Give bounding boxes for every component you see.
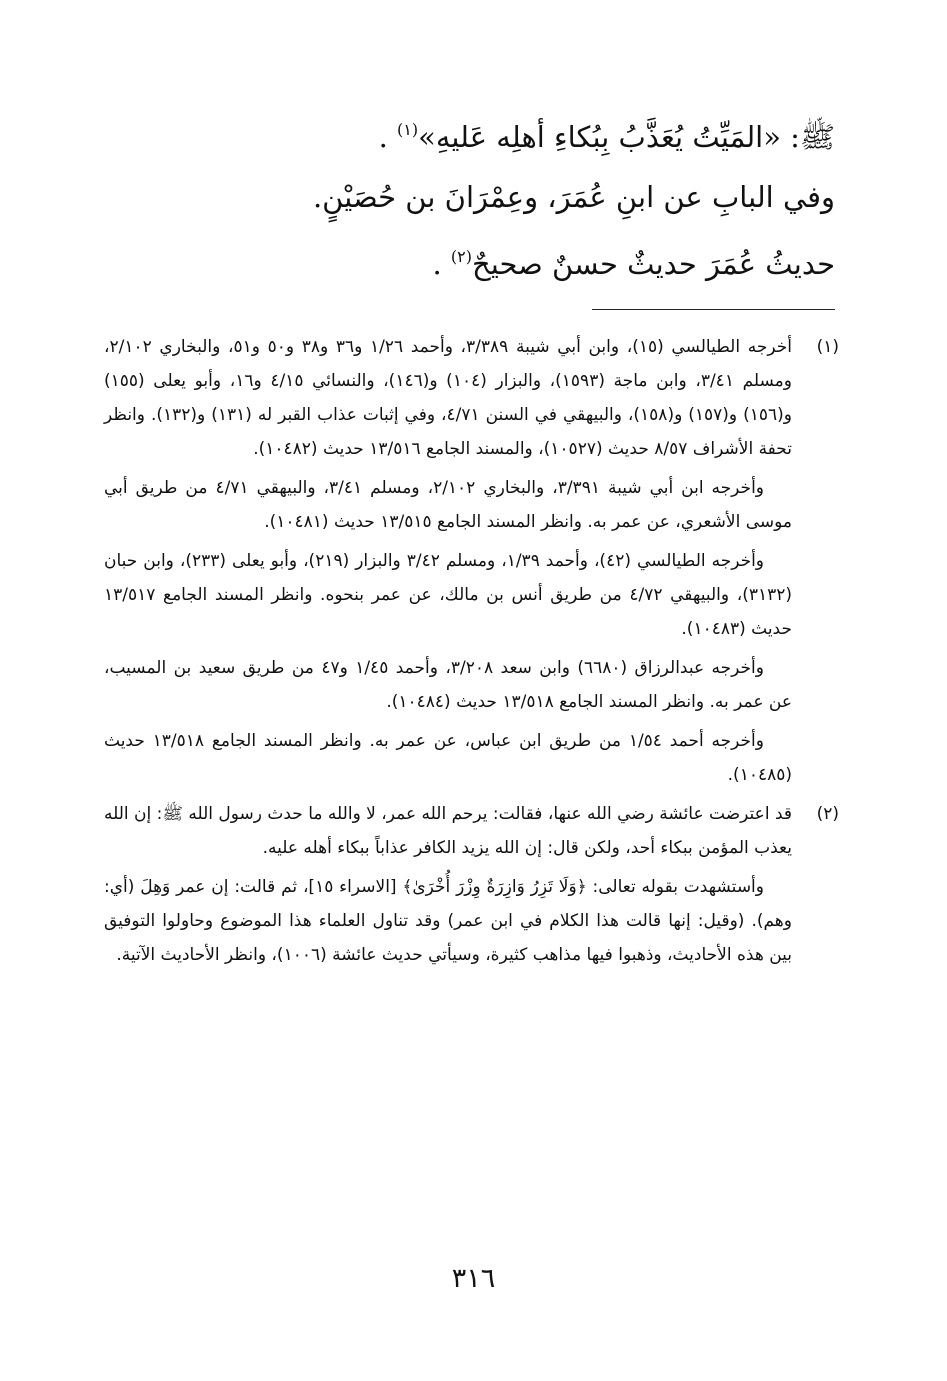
footnote-2: [104, 797, 839, 972]
footnote-paragraph: أخرجه الطيالسي (١٥)، وابن أبي شيبة ٣/٣٨٩، وأحمد ١/٢٦ و٣٦ و٣٨ و٥٠ و٥١، والبخاري ٢/١٠٢، ومسلم ٣/٤١، وابن ماجة (١٥٩٣)، والبزار (١٠٤) و(١٤٦)، والنسائي ٤/١٥ و١٦، وأبو يعلى (١٥٥) و(١٥٦) و(١٥٧) و(١٥٨)، والبيهقي في السنن ٤/٧١، وفي إثبات عذاب القبر له (١٣١) و(١٣٢). وانظر تحفة الأشراف ٨/٥٧ حديث (١٠٥٢٧)، والمسند الجامع ١٣/٥١٦ حديث (١٠٤٨٢).: [104, 337, 792, 459]
footnotes-section: [104, 330, 839, 977]
footnote-paragraph: وأستشهدت بقوله تعالى: ﴿وَلَا تَزِرُ وَازِرَةٌ وِزْرَ أُخْرَىٰ﴾ [الاسراء ١٥]، ثم قالت: إن عمر وَهِلَ (أي: وهم). (وقيل: إنها قالت هذا الكلام في ابن عمر) وقد تناول العلماء هذا الموضوع وحاولوا التوفيق بين هذه الأحاديث، وذهبوا فيها مذاهب كثيرة، وسيأتي حديث عائشة (١٠٠٦)، وانظر الأحاديث الآتية.: [104, 877, 792, 965]
footnote-paragraph: وأخرجه ابن أبي شيبة ٣/٣٩١، والبخاري ٢/١٠٢، ومسلم ٣/٤١، والبيهقي ٤/٧١ من طريق أبي موسى الأشعري، عن عمر به. وانظر المسند الجامع ١٣/٥١٥ حديث (١٠٤٨١).: [104, 478, 792, 532]
footnote-divider: [592, 309, 835, 310]
line-end-punct: .: [378, 120, 398, 154]
page-number: ٣١٦: [451, 1263, 496, 1294]
footnote-1: [104, 330, 839, 792]
footnote-marker: (٢): [816, 804, 839, 824]
footnote-paragraph: قد اعترضت عائشة رضي الله عنها، فقالت: يرحم الله عمر، لا والله ما حدث رسول الله ﷺ: إن الله يعذب المؤمن ببكاء أحد، ولكن قال: إن الله يزيد الكافر عذاباً ببكاء أهله عليه.: [104, 804, 792, 858]
footnote-paragraph: وأخرجه أحمد ١/٥٤ من طريق ابن عباس، عن عمر به. وانظر المسند الجامع ١٣/٥١٨ حديث (١٠٤٨٥).: [104, 731, 792, 785]
hadith-text: ﷺ: «المَيِّتُ يُعَذَّبُ بِبُكاءِ أهلِه عَليهِ»: [418, 120, 835, 154]
chapter-line: وفي البابِ عن ابنِ عُمَرَ، وعِمْرَانَ بن حُصَيْنٍ.: [312, 180, 835, 214]
grading-line: [275, 227, 835, 294]
hadith-line: [275, 100, 835, 167]
line-end-punct: .: [432, 247, 451, 281]
footnote-paragraph: وأخرجه الطيالسي (٤٢)، وأحمد ١/٣٩، ومسلم ٣/٤٢ والبزار (٢١٩)، وأبو يعلى (٢٣٣)، وابن حبان (٣١٣٢)، والبيهقي ٤/٧٢ من طريق أنس بن مالك، عن عمر بنحوه. وانظر المسند الجامع ١٣/٥١٧ حديث (١٠٤٨٣).: [104, 551, 793, 639]
main-text: [275, 100, 835, 294]
footnote-ref-1[interactable]: (١): [397, 120, 419, 139]
footnote-paragraph: وأخرجه عبدالرزاق (٦٦٨٠) وابن سعد ٣/٢٠٨، وأحمد ١/٤٥ و٤٧ من طريق سعيد بن المسيب، عن عمر به. وانظر المسند الجامع ١٣/٥١٨ حديث (١٠٤٨٤).: [104, 658, 792, 712]
footnote-marker: (١): [816, 337, 839, 357]
grading-text: حديثُ عُمَرَ حديثٌ حسنٌ صحيحٌ: [471, 247, 835, 281]
footnote-ref-2[interactable]: (٢): [450, 247, 472, 266]
